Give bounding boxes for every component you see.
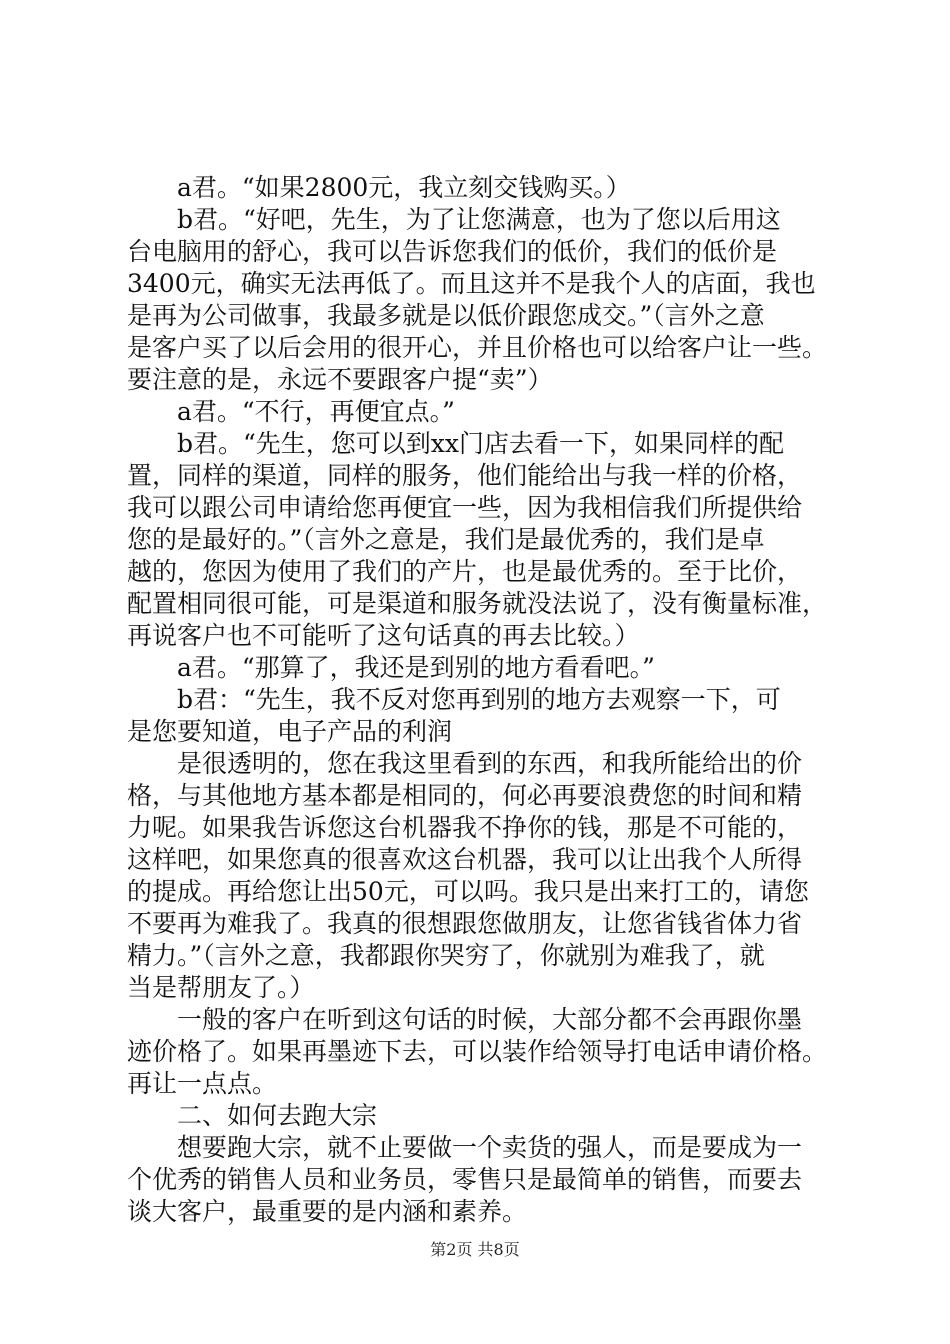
text-line: 格，与其他地方基本都是相同的，何必再要浪费您的时间和精	[127, 781, 803, 810]
text-line: 再说客户也不可能听了这句话真的再去比较。）	[127, 621, 640, 650]
text-line: 台电脑用的舒心，我可以告诉您我们的低价，我们的低价是	[127, 237, 778, 266]
text-line: 力呢。如果我告诉您这台机器我不挣你的钱，那是不可能的，	[127, 813, 803, 842]
text-line: a君。“那算了，我还是到别的地方看看吧。”	[177, 653, 655, 682]
text-line: 是很透明的，您在我这里看到的东西，和我所能给出的价	[177, 749, 803, 778]
page-footer: 第2页 共8页	[430, 1240, 520, 1259]
text-line: b君。“好吧，先生，为了让您满意，也为了您以后用这	[177, 205, 781, 234]
text-line: 要注意的是，永远不要跟客户提“卖”）	[127, 365, 553, 394]
text-line: 是再为公司做事，我最多就是以低价跟您成交。”（言外之意	[127, 301, 765, 330]
text-line: 再让一点点。	[127, 1069, 278, 1098]
text-line: 不要再为难我了。我真的很想跟您做朋友，让您省钱省体力省	[127, 909, 803, 938]
text-line: a君。“如果2800元，我立刻交钱购买。）	[177, 173, 631, 202]
text-line: 配置相同很可能，可是渠道和服务就没法说了，没有衡量标准，	[127, 589, 828, 618]
text-line: b君。“先生，您可以到xx门店去看一下，如果同样的配	[177, 429, 784, 458]
text-line: 这样吧，如果您真的很喜欢这台机器，我可以让出我个人所得	[127, 845, 803, 874]
text-line: 想要跑大宗，就不止要做一个卖货的强人，而是要成为一	[177, 1133, 803, 1162]
text-line: a君。“不行，再便宜点。”	[177, 397, 455, 426]
text-line: 当是帮朋友了。）	[127, 973, 315, 1002]
text-line: 个优秀的销售人员和业务员，零售只是最简单的销售，而要去	[127, 1165, 803, 1194]
text-line: 越的，您因为使用了我们的产片，也是最优秀的。至于比价，	[127, 557, 803, 586]
text-line: 的提成。再给您让出50元，可以吗。我只是出来打工的，请您	[127, 877, 809, 906]
body-text	[127, 172, 827, 1228]
text-line: 您的是最好的。”（言外之意是，我们是最优秀的，我们是卓	[127, 525, 765, 554]
text-line: 迹价格了。如果再墨迹下去，可以装作给领导打电话申请价格。	[127, 1037, 828, 1066]
text-line: 置，同样的渠道，同样的服务，他们能给出与我一样的价格，	[127, 461, 803, 490]
text-line: 谈大客户，最重要的是内涵和素养。	[127, 1197, 528, 1226]
text-line: 3400元，确实无法再低了。而且这并不是我个人的店面，我也	[127, 269, 816, 298]
text-line: 是您要知道，电子产品的利润	[127, 717, 453, 746]
text-line: 精力。”（言外之意，我都跟你哭穷了，你就别为难我了，就	[127, 941, 765, 970]
text-line: 我可以跟公司申请给您再便宜一些，因为我相信我们所提供给	[127, 493, 803, 522]
text-line: 是客户买了以后会用的很开心，并且价格也可以给客户让一些。	[127, 333, 828, 362]
text-line: b君：“先生，我不反对您再到别的地方去观察一下，可	[177, 685, 781, 714]
text-line: 一般的客户在听到这句话的时候，大部分都不会再跟你墨	[177, 1005, 803, 1034]
text-line: 二、如何去跑大宗	[177, 1101, 378, 1130]
